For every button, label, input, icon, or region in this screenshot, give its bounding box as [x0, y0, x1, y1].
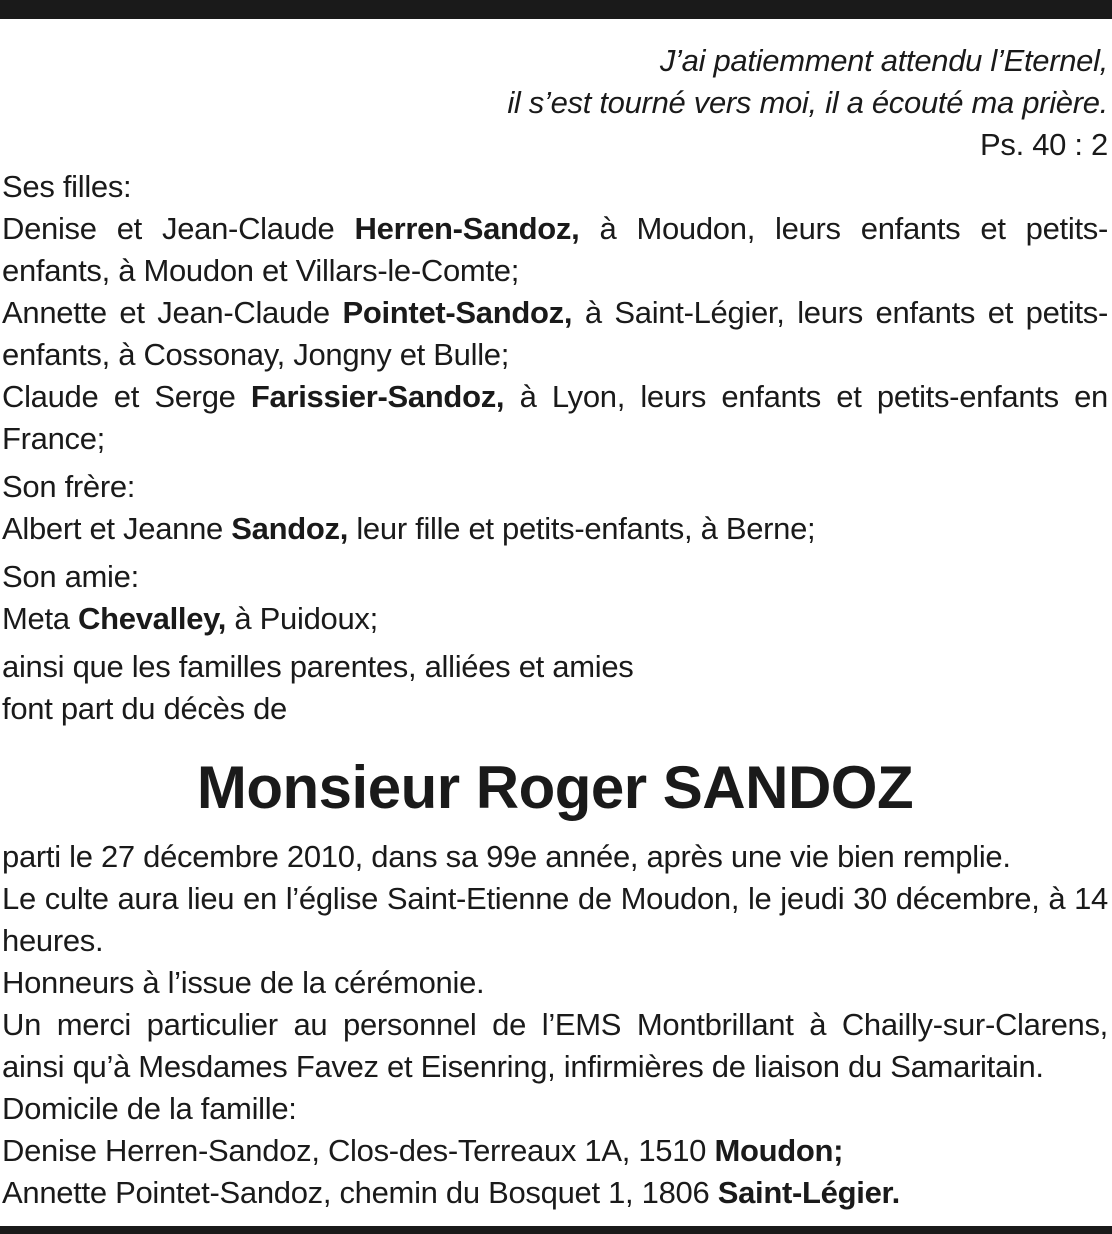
deceased-name: Monsieur Roger SANDOZ [196, 754, 914, 821]
entry-text: Denise et Jean-Claude [2, 211, 355, 246]
families-section [2, 646, 1108, 730]
friend-section [2, 556, 1108, 640]
address-city: Moudon; [714, 1133, 844, 1168]
bible-verse [2, 40, 1108, 166]
verse-line-2: il s’est tourné vers moi, il a écouté ma prière. [507, 85, 1108, 120]
friend-entry [2, 598, 1108, 640]
daughter-entry [2, 376, 1108, 460]
family-name: Sandoz, [231, 511, 349, 546]
brother-section [2, 466, 1108, 550]
family-name: Farissier-Sandoz, [250, 379, 505, 414]
address-city: Saint-Légier. [717, 1175, 900, 1210]
entry-text: à Saint-Légier, leurs enfants et petits-enfants, à Cossonay, Jongny et Bulle; [2, 295, 1108, 372]
entry-text: Annette et Jean-Claude [2, 295, 343, 330]
thanks-text: Un merci particulier au personnel de l’EMS Montbrillant à Chailly-sur-Clarens, ainsi qu’à Mesdames Favez et Eisenring, infirmières de liaison du Samaritain. [2, 1007, 1108, 1084]
entry-text: à Moudon, leurs enfants et petits-enfants, à Moudon et Villars-le-Comte; [2, 211, 1108, 288]
brother-entry [2, 508, 1108, 550]
daughter-entry [2, 208, 1108, 292]
domicile-heading: Domicile de la famille: [2, 1091, 297, 1126]
entry-text: leur fille et petits-enfants, à Berne; [348, 511, 816, 546]
honours-info: Honneurs à l’issue de la cérémonie. [2, 965, 485, 1000]
verse-line-1: J’ai patiemment attendu l’Eternel, [659, 43, 1108, 78]
address-text: Denise Herren-Sandoz, Clos-des-Terreaux 1A, 1510 [2, 1133, 715, 1168]
entry-text: Claude et Serge [2, 379, 251, 414]
brother-heading: Son frère: [2, 469, 136, 504]
entry-text: Meta [2, 601, 79, 636]
family-name: Chevalley, [78, 601, 227, 636]
verse-reference: Ps. 40 : 2 [980, 127, 1108, 162]
address-line [2, 1172, 1108, 1214]
daughters-section [2, 166, 1108, 460]
family-name: Pointet-Sandoz, [342, 295, 573, 330]
friend-heading: Son amie: [2, 559, 139, 594]
details-section [2, 836, 1108, 1214]
bottom-rule [0, 1226, 1112, 1234]
entry-text: à Puidoux; [226, 601, 378, 636]
service-info: Le culte aura lieu en l’église Saint-Etienne de Moudon, le jeudi 30 décembre, à 14 heures. [2, 881, 1108, 958]
families-line-1: ainsi que les familles parentes, alliées et amies [2, 649, 634, 684]
top-rule [0, 0, 1112, 19]
daughters-heading: Ses filles: [2, 169, 132, 204]
entry-text: Albert et Jeanne [2, 511, 232, 546]
address-text: Annette Pointet-Sandoz, chemin du Bosquet 1, 1806 [2, 1175, 718, 1210]
address-line [2, 1130, 1108, 1172]
families-line-2: font part du décès de [2, 691, 287, 726]
family-name: Herren-Sandoz, [354, 211, 580, 246]
daughter-entry [2, 292, 1108, 376]
entry-text: à Lyon, leurs enfants et petits-enfants en France; [2, 379, 1108, 456]
death-date: parti le 27 décembre 2010, dans sa 99e année, après une vie bien remplie. [2, 839, 1011, 874]
obituary-notice [2, 40, 1108, 1214]
